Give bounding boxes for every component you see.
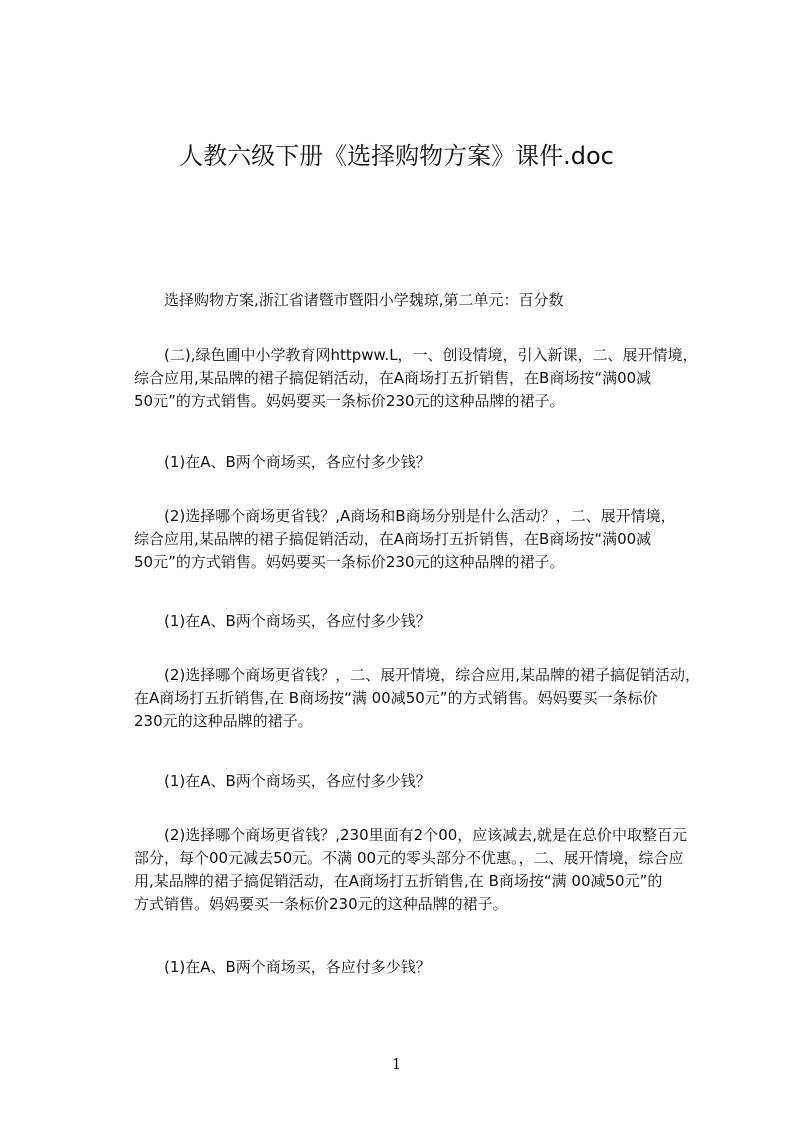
paragraph-line: 用,某品牌的裙子搞促销活动，在A商场打五折销售,在 B商场按“满 00减50元”的 (134, 872, 663, 890)
paragraph-line: (1)在A、B两个商场买，各应付多少钱？ (164, 453, 431, 471)
paragraph-3 (104, 451, 704, 474)
paragraph-line: (2)选择哪个商场更省钱？，二、展开情境，综合应用,某品牌的裙子搞促销活动， (164, 666, 701, 684)
paragraph-line: 部分，每个00元减去50元。不满 00元的零头部分不优惠。，二、展开情境，综合应 (134, 849, 684, 867)
paragraph-line: 在A商场打五折销售,在 B商场按“满 00减50元”的方式销售。妈妈要买一条标价 (134, 689, 658, 707)
paragraph-line: 综合应用,某品牌的裙子搞促销活动，在A商场打五折销售，在B商场按“满00减 (134, 369, 652, 387)
paragraph-line: (1)在A、B两个商场买，各应付多少钱？ (164, 958, 431, 976)
paragraph-7 (104, 770, 704, 793)
paragraph-line: (2)选择哪个商场更省钱？,A商场和B商场分别是什么活动？，二、展开情境， (164, 507, 676, 525)
paragraph-5 (104, 610, 704, 633)
paragraph-line: (1)在A、B两个商场买，各应付多少钱？ (164, 612, 431, 630)
paragraph-4 (104, 505, 704, 574)
paragraph-line: 综合应用,某品牌的裙子搞促销活动，在A商场打五折销售，在B商场按“满00减 (134, 530, 652, 548)
paragraph-line: 选择购物方案,浙江省诸暨市暨阳小学魏琼,第二单元：百分数 (164, 291, 564, 309)
paragraph-line: 50元”的方式销售。妈妈要买一条标价230元的这种品牌的裙子。 (134, 553, 565, 571)
paragraph-8 (104, 824, 704, 916)
paragraph-line: (1)在A、B两个商场买，各应付多少钱？ (164, 772, 431, 790)
paragraph-line: (二),绿色圃中小学教育网httpww.L，一、创设情境，引入新课，二、展开情境， (164, 346, 698, 364)
paragraph-1 (104, 289, 704, 312)
paragraph-2 (104, 344, 704, 413)
paragraph-line: 230元的这种品牌的裙子。 (134, 712, 313, 730)
page-number: 1 (391, 1055, 402, 1073)
paragraph-line: (2)选择哪个商场更省钱？,230里面有2个00，应该减去,就是在总价中取整百元 (164, 826, 688, 844)
document-title: 人教六级下册《选择购物方案》课件.doc (179, 142, 614, 170)
paragraph-9 (104, 956, 704, 979)
paragraph-line: 50元”的方式销售。妈妈要买一条标价230元的这种品牌的裙子。 (134, 392, 565, 410)
paragraph-line: 方式销售。妈妈要买一条标价230元的这种品牌的裙子。 (134, 895, 508, 913)
paragraph-6 (104, 664, 704, 733)
